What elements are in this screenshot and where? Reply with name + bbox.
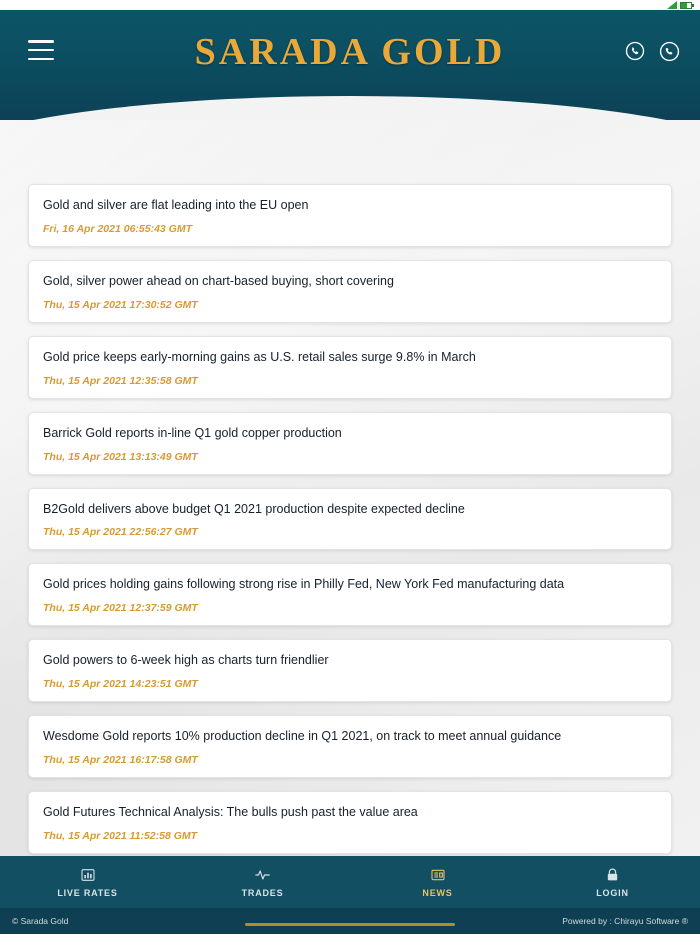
pulse-icon: [254, 867, 271, 883]
list-item[interactable]: [28, 639, 672, 702]
signal-icon: [667, 1, 677, 9]
news-date: Thu, 15 Apr 2021 22:56:27 GMT: [43, 526, 198, 539]
news-title: Gold, silver power ahead on chart-based buying, short covering: [43, 273, 394, 288]
header-actions: [624, 40, 680, 62]
nav-item-login[interactable]: [525, 856, 700, 908]
nav-label: LOGIN: [596, 887, 629, 898]
news-list: [28, 120, 672, 882]
news-date: Thu, 15 Apr 2021 13:13:49 GMT: [43, 450, 198, 463]
list-item[interactable]: [28, 260, 672, 323]
news-date: Thu, 15 Apr 2021 11:52:58 GMT: [43, 829, 198, 842]
news-title: Barrick Gold reports in-line Q1 gold copper production: [43, 425, 342, 440]
list-item[interactable]: [28, 563, 672, 626]
news-title: Gold prices holding gains following strong rise in Philly Fed, New York Fed manufacturing data: [43, 577, 565, 592]
news-date: Thu, 15 Apr 2021 12:35:58 GMT: [43, 374, 198, 387]
home-indicator[interactable]: [245, 923, 455, 926]
app-header: [0, 10, 700, 120]
list-item[interactable]: [28, 715, 672, 778]
list-item[interactable]: [28, 184, 672, 247]
status-bar: [0, 0, 700, 10]
battery-icon: [680, 2, 692, 9]
news-title: Gold price keeps early-morning gains as U.S. retail sales surge 9.8% in March: [43, 349, 476, 364]
nav-item-trades[interactable]: [175, 856, 350, 908]
bar-chart-icon: [80, 867, 96, 883]
news-title: Gold powers to 6-week high as charts turn friendlier: [43, 653, 329, 668]
news-date: Thu, 15 Apr 2021 14:23:51 GMT: [43, 678, 198, 691]
nav-label: LIVE RATES: [57, 887, 118, 898]
news-title: B2Gold delivers above budget Q1 2021 production despite expected decline: [43, 501, 465, 516]
copyright-text: © Sarada Gold: [12, 916, 69, 926]
bottom-navigation: [0, 856, 700, 908]
lock-icon: [605, 867, 620, 883]
news-scroll-area[interactable]: [0, 120, 700, 882]
nav-item-live-rates[interactable]: [0, 856, 175, 908]
list-item[interactable]: [28, 412, 672, 475]
news-date: Thu, 15 Apr 2021 12:37:59 GMT: [43, 602, 198, 615]
news-date: Fri, 16 Apr 2021 06:55:43 GMT: [43, 222, 193, 235]
nav-label: NEWS: [422, 887, 453, 898]
whatsapp-icon[interactable]: [658, 40, 680, 62]
news-title: Gold Futures Technical Analysis: The bulls push past the value area: [43, 805, 418, 819]
footer-bar: [0, 908, 700, 934]
nav-label: TRADES: [241, 887, 284, 898]
phone-icon[interactable]: [624, 40, 646, 62]
list-item[interactable]: [28, 488, 672, 551]
newspaper-icon: [430, 867, 446, 883]
list-item[interactable]: [28, 791, 672, 854]
news-title: Gold and silver are flat leading into the EU open: [43, 198, 309, 212]
powered-by-text: Powered by : Chirayu Software ®: [562, 916, 688, 926]
nav-item-news[interactable]: [350, 856, 525, 908]
list-item[interactable]: [28, 336, 672, 399]
news-date: Thu, 15 Apr 2021 16:17:58 GMT: [43, 754, 198, 766]
page-title: SARADA GOLD: [194, 31, 506, 73]
news-title: Wesdome Gold reports 10% production decline in Q1 2021, on track to meet annual guidance: [43, 729, 562, 744]
news-date: Thu, 15 Apr 2021 17:30:52 GMT: [43, 298, 198, 311]
